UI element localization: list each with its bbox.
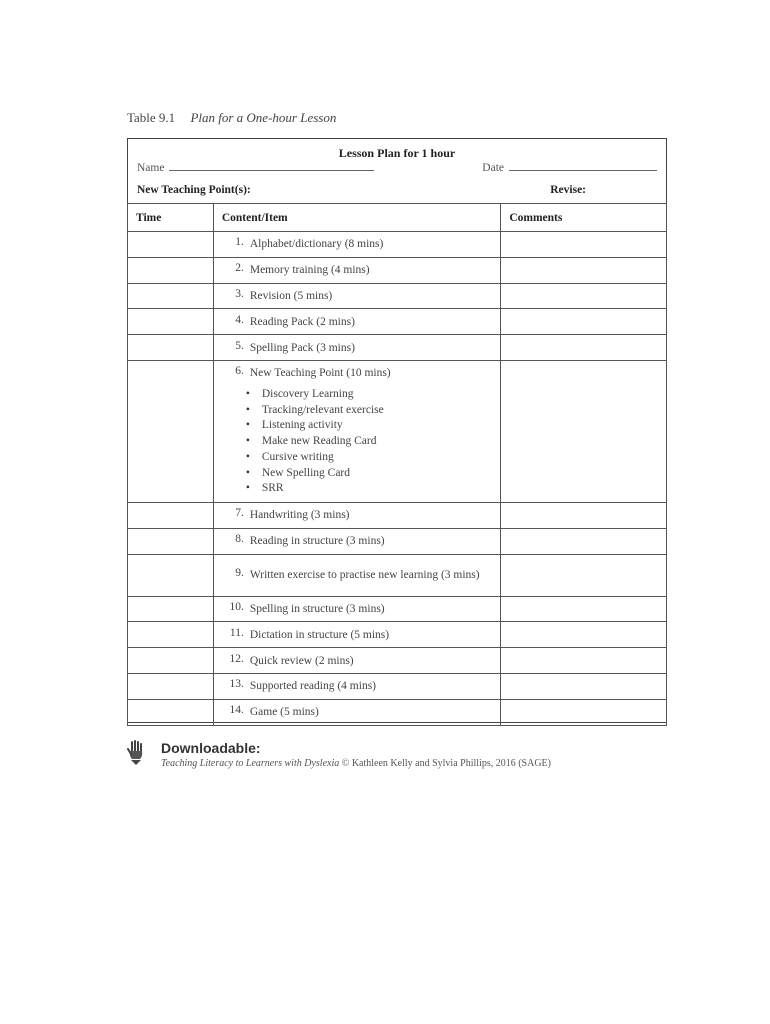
comments-cell[interactable] [501, 335, 667, 361]
date-label: Date [482, 162, 504, 174]
content-cell [213, 554, 500, 596]
item-text: Alphabet/dictionary (8 mins) [249, 238, 384, 251]
item-text: Handwriting (3 mins) [249, 509, 350, 522]
content-cell [213, 257, 500, 283]
table-row [128, 622, 667, 648]
table-number: Table 9.1 [127, 110, 176, 125]
downloadable-label: Downloadable: [161, 740, 261, 756]
sub-activity-list [222, 387, 492, 497]
item-number: 3. [235, 287, 244, 300]
table-row [128, 232, 667, 258]
time-cell[interactable] [128, 554, 214, 596]
item-text: Memory training (4 mins) [249, 264, 370, 277]
lesson-item [222, 262, 492, 278]
item-number: 10. [229, 600, 244, 613]
item-text: New Teaching Point (10 mins) [249, 366, 391, 379]
lesson-item [222, 236, 492, 252]
item-text: Game (5 mins) [249, 706, 319, 719]
item-number: 1. [235, 236, 244, 249]
content-cell [213, 528, 500, 554]
time-cell[interactable] [128, 699, 214, 725]
date-blank-line[interactable] [509, 162, 657, 171]
item-number: 2. [235, 262, 244, 275]
sub-activity-item: • Listening activity [262, 418, 492, 434]
comments-cell[interactable] [501, 554, 667, 596]
content-cell [213, 502, 500, 528]
table-row [128, 309, 667, 335]
content-cell [213, 648, 500, 674]
sub-activity-item: • Discovery Learning [262, 387, 492, 403]
item-text: Spelling in structure (3 mins) [249, 602, 385, 615]
new-teaching-points-label: New Teaching Point(s): [137, 184, 251, 196]
item-number: 8. [235, 533, 244, 546]
lesson-item [222, 340, 492, 356]
time-cell[interactable] [128, 232, 214, 258]
content-cell [213, 596, 500, 622]
download-hand-icon [127, 740, 145, 766]
content-cell [213, 309, 500, 335]
item-number: 11. [229, 626, 244, 639]
table-row [128, 502, 667, 528]
item-number: 14. [229, 704, 244, 717]
table-row [128, 283, 667, 309]
time-cell[interactable] [128, 309, 214, 335]
name-blank-line[interactable] [169, 162, 374, 171]
comments-cell[interactable] [501, 257, 667, 283]
item-text: Supported reading (4 mins) [249, 680, 377, 693]
comments-cell[interactable] [501, 502, 667, 528]
time-cell[interactable] [128, 257, 214, 283]
sub-activity-item: • SRR [262, 481, 492, 497]
comments-cell[interactable] [501, 673, 667, 699]
table-row [128, 673, 667, 699]
time-cell[interactable] [128, 283, 214, 309]
form-heading: Lesson Plan for 1 hour [338, 146, 456, 160]
name-label: Name [137, 162, 165, 174]
comments-cell[interactable] [501, 232, 667, 258]
table-title: Plan for a One-hour Lesson [190, 110, 337, 125]
item-number: 5. [235, 339, 244, 352]
name-field[interactable] [137, 162, 374, 174]
comments-cell[interactable] [501, 283, 667, 309]
sub-activity-item: • New Spelling Card [262, 466, 492, 482]
date-field[interactable] [482, 162, 657, 174]
column-header-content: Content/Item [213, 204, 500, 232]
lesson-item [222, 533, 492, 549]
lesson-item [222, 704, 492, 720]
comments-cell[interactable] [501, 528, 667, 554]
revise-label: Revise: [550, 184, 586, 196]
content-cell [213, 335, 500, 361]
time-cell[interactable] [128, 502, 214, 528]
citation-text: © Kathleen Kelly and Sylvia Phillips, 2016 (SAGE) [339, 758, 551, 769]
lesson-item [222, 314, 492, 330]
table-row [128, 648, 667, 674]
item-number: 13. [229, 678, 244, 691]
lesson-item [222, 678, 492, 694]
comments-cell[interactable] [501, 648, 667, 674]
column-header-comments: Comments [501, 204, 667, 232]
lesson-item [222, 288, 492, 304]
form-header [128, 139, 666, 203]
item-number: 12. [229, 652, 244, 665]
content-cell [213, 622, 500, 648]
lesson-item [222, 601, 492, 617]
content-cell [213, 283, 500, 309]
comments-cell[interactable] [501, 596, 667, 622]
item-text: Revision (5 mins) [249, 289, 333, 302]
content-cell [213, 673, 500, 699]
item-number: 9. [235, 567, 244, 580]
citation [161, 758, 551, 769]
lesson-item [222, 567, 492, 583]
content-cell [213, 360, 500, 502]
table-row [128, 528, 667, 554]
comments-cell[interactable] [501, 622, 667, 648]
time-cell[interactable] [128, 648, 214, 674]
item-number: 6. [235, 364, 244, 377]
item-text: Dictation in structure (5 mins) [249, 628, 390, 641]
item-text: Reading in structure (3 mins) [249, 535, 385, 548]
item-number: 7. [235, 507, 244, 520]
book-title: Teaching Literacy to Learners with Dyslexia [161, 758, 340, 769]
content-cell [213, 699, 500, 725]
column-header-time: Time [128, 204, 214, 232]
table-row [128, 596, 667, 622]
item-text: Written exercise to practise new learning (3 mins) [249, 569, 480, 582]
time-cell[interactable] [128, 335, 214, 361]
lesson-item [222, 653, 492, 669]
lesson-item [222, 365, 492, 381]
lesson-item [222, 627, 492, 643]
lesson-plan-table [127, 203, 667, 726]
lesson-item [222, 507, 492, 523]
item-text: Quick review (2 mins) [249, 654, 354, 667]
table-row [128, 554, 667, 596]
sub-activity-item: • Tracking/relevant exercise [262, 403, 492, 419]
item-text: Spelling Pack (3 mins) [249, 341, 355, 354]
time-cell[interactable] [128, 360, 214, 502]
sub-activity-item: • Cursive writing [262, 450, 492, 466]
content-cell [213, 232, 500, 258]
time-cell[interactable] [128, 596, 214, 622]
sub-activity-item: • Make new Reading Card [262, 434, 492, 450]
table-caption [127, 110, 336, 126]
time-cell[interactable] [128, 528, 214, 554]
table-row [128, 699, 667, 725]
table-row [128, 360, 667, 502]
time-cell[interactable] [128, 622, 214, 648]
table-row [128, 257, 667, 283]
comments-cell[interactable] [501, 309, 667, 335]
comments-cell[interactable] [501, 699, 667, 725]
item-number: 4. [235, 313, 244, 326]
table-row [128, 335, 667, 361]
time-cell[interactable] [128, 673, 214, 699]
lesson-plan-form [127, 138, 667, 723]
item-text: Reading Pack (2 mins) [249, 315, 355, 328]
comments-cell[interactable] [501, 360, 667, 502]
